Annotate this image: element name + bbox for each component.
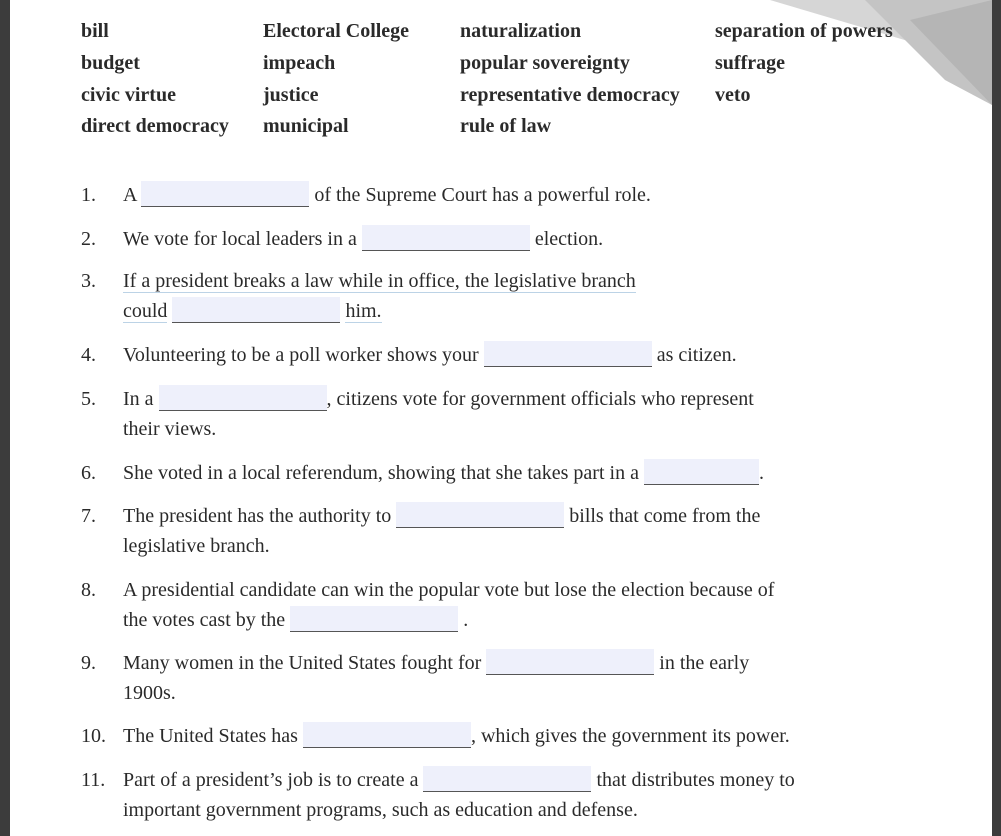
term-representative-democracy: representative democracy xyxy=(460,84,680,106)
term-bill: bill xyxy=(81,20,109,42)
question-text-line1: If a president breaks a law while in office, the legislative branch xyxy=(123,270,636,292)
question-text-before: We vote for local leaders in a xyxy=(123,228,357,250)
question-text-before: In a xyxy=(123,388,154,410)
question-number: 4. xyxy=(81,344,96,366)
question-text-after: him. xyxy=(345,300,382,322)
question-text-before: She voted in a local referendum, showing that she takes part in a xyxy=(123,462,639,484)
question-number: 10. xyxy=(81,725,106,747)
answer-blank[interactable] xyxy=(303,722,471,748)
answer-blank[interactable] xyxy=(644,459,759,485)
question-number: 6. xyxy=(81,462,96,484)
term-impeach: impeach xyxy=(263,52,336,74)
question-text-after: that distributes money to xyxy=(596,769,795,791)
question-text-after: . xyxy=(758,462,764,484)
term-rule-of-law: rule of law xyxy=(460,115,552,137)
question-text-line1: A presidential candidate can win the popular vote but lose the election because of xyxy=(123,579,775,601)
term-separation-of-powers: separation of powers xyxy=(715,20,893,42)
answer-blank[interactable] xyxy=(290,606,458,632)
question-text-line2: important government programs, such as education and defense. xyxy=(123,799,638,821)
term-direct-democracy: direct democracy xyxy=(81,115,229,137)
term-electoral-college: Electoral College xyxy=(263,20,410,42)
answer-blank[interactable] xyxy=(172,297,340,323)
question-number: 11. xyxy=(81,769,106,791)
question-text-before: Volunteering to be a poll worker shows your xyxy=(123,344,479,366)
question-text-before: Many women in the United States fought for xyxy=(123,652,482,674)
answer-blank[interactable] xyxy=(159,385,327,411)
question-text-after: election. xyxy=(534,228,604,250)
question-text-after: in the early xyxy=(659,652,750,674)
term-popular-sovereignty: popular sovereignty xyxy=(460,52,630,74)
question-text-before: could xyxy=(123,300,168,322)
question-text-before: Part of a president’s job is to create a xyxy=(123,769,419,791)
term-suffrage: suffrage xyxy=(715,52,785,74)
question-text-line2: legislative branch. xyxy=(123,535,270,557)
question-number: 9. xyxy=(81,652,96,674)
question-text-after: bills that come from the xyxy=(569,505,761,527)
answer-blank[interactable] xyxy=(141,181,309,207)
answer-blank[interactable] xyxy=(423,766,591,792)
question-text-line2: their views. xyxy=(123,418,217,440)
answer-blank[interactable] xyxy=(396,502,564,528)
question-text-before: A xyxy=(123,184,137,206)
question-number: 3. xyxy=(81,270,96,292)
answer-blank[interactable] xyxy=(362,225,530,251)
question-text-after: . xyxy=(463,609,469,631)
term-justice: justice xyxy=(263,84,319,106)
question-text-line2: 1900s. xyxy=(123,682,176,704)
question-text-after: , citizens vote for government officials who represent xyxy=(326,388,754,410)
question-number: 8. xyxy=(81,579,96,601)
question-text-after: as citizen. xyxy=(656,344,737,366)
answer-blank[interactable] xyxy=(486,649,654,675)
worksheet-page xyxy=(10,0,992,836)
question-number: 7. xyxy=(81,505,96,527)
question-text-after: , which gives the government its power. xyxy=(470,725,790,747)
question-text-before: The United States has xyxy=(123,725,298,747)
word-bank xyxy=(81,16,971,146)
question-text-before: The president has the authority to xyxy=(123,505,392,527)
question-text-before: the votes cast by the xyxy=(123,609,286,631)
term-budget: budget xyxy=(81,52,140,74)
term-civic-virtue: civic virtue xyxy=(81,84,176,106)
answer-blank[interactable] xyxy=(484,341,652,367)
term-naturalization: naturalization xyxy=(460,20,582,42)
term-veto: veto xyxy=(715,84,751,106)
question-number: 5. xyxy=(81,388,96,410)
question-number: 2. xyxy=(81,228,96,250)
term-municipal: municipal xyxy=(263,115,349,137)
question-number: 1. xyxy=(81,184,96,206)
question-text-after: of the Supreme Court has a powerful role. xyxy=(314,184,651,206)
